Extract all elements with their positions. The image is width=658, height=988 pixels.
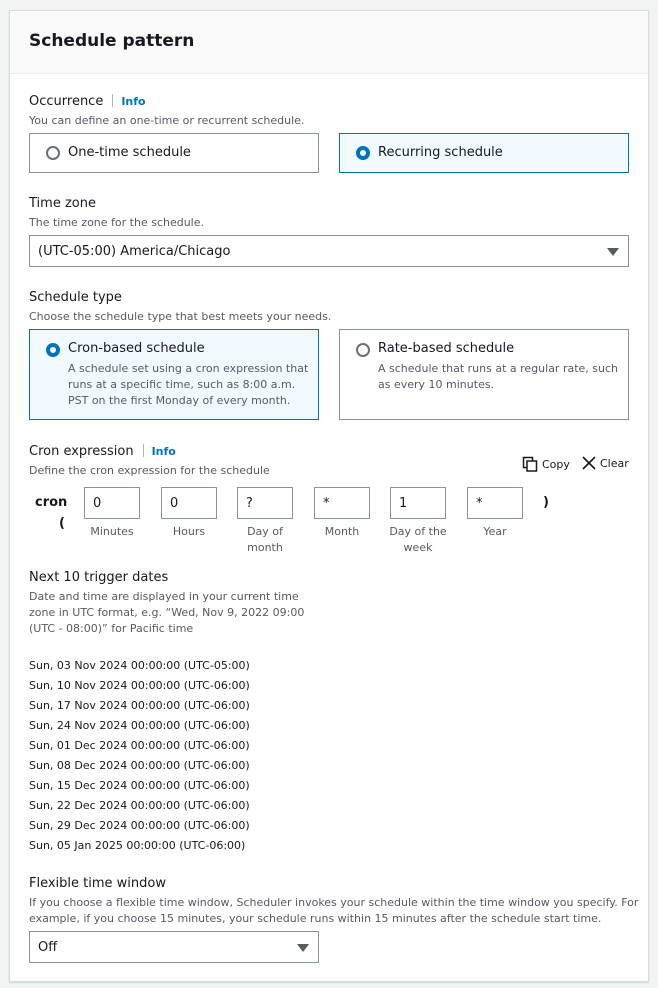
copy-icon: [522, 456, 538, 472]
trigger-date: Sun, 29 Dec 2024 00:00:00 (UTC-06:00): [29, 819, 250, 832]
cron-description: Define the cron expression for the schedule: [29, 464, 270, 477]
copy-label: Copy: [542, 457, 570, 471]
recurring-label: Recurring schedule: [378, 145, 503, 160]
close-icon: [582, 456, 596, 470]
trigger-dates-list: [29, 656, 250, 856]
cron-day-of-month-input[interactable]: [237, 487, 293, 519]
caption-line: Day of: [247, 525, 283, 538]
timezone-value: (UTC-05:00) America/Chicago: [38, 244, 231, 259]
caption-line: month: [247, 541, 283, 554]
trigger-date: Sun, 01 Dec 2024 00:00:00 (UTC-06:00): [29, 739, 250, 752]
caption-line: Month: [324, 525, 360, 538]
cron-month-input[interactable]: [314, 487, 370, 519]
trigger-date: Sun, 03 Nov 2024 00:00:00 (UTC-05:00): [29, 659, 250, 672]
trigger-date: Sun, 15 Dec 2024 00:00:00 (UTC-06:00): [29, 779, 250, 792]
rate-based-label: Rate-based schedule: [378, 341, 515, 356]
trigger-date: Sun, 24 Nov 2024 00:00:00 (UTC-06:00): [29, 719, 250, 732]
occurrence-label: Occurrence: [29, 94, 104, 109]
cron-minutes-input[interactable]: [84, 487, 140, 519]
triggers-desc-line: (UTC - 08:00)” for Pacific time: [29, 622, 194, 635]
trigger-date: Sun, 05 Jan 2025 00:00:00 (UTC-06:00): [29, 839, 246, 852]
cron-year-input[interactable]: [467, 487, 523, 519]
occurrence-info-link[interactable]: Info: [121, 95, 146, 108]
rate-based-desc-line: A schedule that runs at a regular rate, such: [378, 362, 619, 375]
rate-based-desc-line: as every 10 minutes.: [378, 378, 495, 391]
caret-down-icon: [297, 944, 309, 952]
caret-down-icon: [607, 248, 619, 256]
panel-header: [10, 11, 648, 74]
one-time-label: One-time schedule: [68, 145, 191, 160]
trigger-date: Sun, 22 Dec 2024 00:00:00 (UTC-06:00): [29, 799, 250, 812]
clear-label: Clear: [600, 456, 629, 470]
caption-line: Hours: [172, 525, 206, 538]
trigger-date: Sun, 17 Nov 2024 00:00:00 (UTC-06:00): [29, 699, 250, 712]
triggers-label: Next 10 trigger dates: [29, 570, 169, 585]
copy-button[interactable]: [522, 456, 570, 472]
rate-based-radio[interactable]: [356, 343, 370, 357]
rate-based-tile[interactable]: [339, 329, 629, 420]
one-time-radio[interactable]: [46, 146, 60, 160]
cron-minutes-caption: [74, 524, 150, 540]
cron-keyword: cron: [35, 495, 68, 510]
info-divider: [143, 444, 144, 457]
cron-day-of-week-input[interactable]: [390, 487, 446, 519]
occurrence-description: You can define an one-time or recurrent schedule.: [29, 114, 305, 127]
triggers-desc-line: zone in UTC format, e.g. “Wed, Nov 9, 2022 09:00: [29, 606, 305, 619]
occurrence-label-row: [29, 94, 146, 109]
cron-label: Cron expression: [29, 444, 134, 459]
cron-month-caption: [304, 524, 380, 540]
cron-hours-caption: [151, 524, 227, 540]
cron-label-row: [29, 444, 176, 459]
cron-day-of-week-caption: [380, 524, 456, 556]
trigger-date: Sun, 08 Dec 2024 00:00:00 (UTC-06:00): [29, 759, 250, 772]
cron-based-desc-line: A schedule set using a cron expression that: [68, 362, 309, 375]
schedule-type-label: Schedule type: [29, 290, 122, 305]
flexible-window-select[interactable]: [29, 931, 319, 963]
triggers-desc-line: Date and time are displayed in your current time: [29, 590, 299, 603]
timezone-select[interactable]: [29, 235, 629, 267]
cron-based-radio[interactable]: [46, 343, 60, 357]
one-time-schedule-tile[interactable]: [29, 133, 319, 173]
flexible-value: Off: [38, 940, 58, 955]
cron-based-desc-line: runs at a specific time, such as 8:00 a.m.: [68, 378, 296, 391]
flexible-desc-line: example, if you choose 15 minutes, your schedule runs within 15 minutes after the schedule start time.: [29, 912, 602, 925]
schedule-pattern-panel: [9, 10, 649, 982]
cron-open-paren: (: [59, 516, 65, 531]
caption-line: week: [403, 541, 433, 554]
cron-based-desc-line: PST on the first Monday of every month.: [68, 394, 291, 407]
cron-day-of-month-caption: [227, 524, 303, 556]
recurring-schedule-tile[interactable]: [339, 133, 629, 173]
cron-info-link[interactable]: Info: [151, 445, 176, 458]
timezone-label: Time zone: [29, 196, 96, 211]
schedule-type-description: Choose the schedule type that best meets your needs.: [29, 310, 332, 323]
panel-title: Schedule pattern: [29, 31, 195, 51]
flexible-label: Flexible time window: [29, 876, 166, 891]
cron-close-paren: ): [543, 495, 549, 510]
timezone-description: The time zone for the schedule.: [29, 216, 205, 229]
clear-button[interactable]: [582, 456, 629, 470]
caption-line: Minutes: [90, 525, 134, 538]
cron-based-label: Cron-based schedule: [68, 341, 205, 356]
recurring-radio[interactable]: [356, 146, 370, 160]
caption-line: Year: [483, 525, 507, 538]
caption-line: Day of the: [389, 525, 447, 538]
cron-based-tile[interactable]: [29, 329, 319, 420]
cron-year-caption: [457, 524, 533, 540]
cron-hours-input[interactable]: [161, 487, 217, 519]
info-divider: [112, 94, 113, 107]
trigger-date: Sun, 10 Nov 2024 00:00:00 (UTC-06:00): [29, 679, 250, 692]
flexible-desc-line: If you choose a flexible time window, Scheduler invokes your schedule within the time window you specify. For: [29, 896, 639, 909]
